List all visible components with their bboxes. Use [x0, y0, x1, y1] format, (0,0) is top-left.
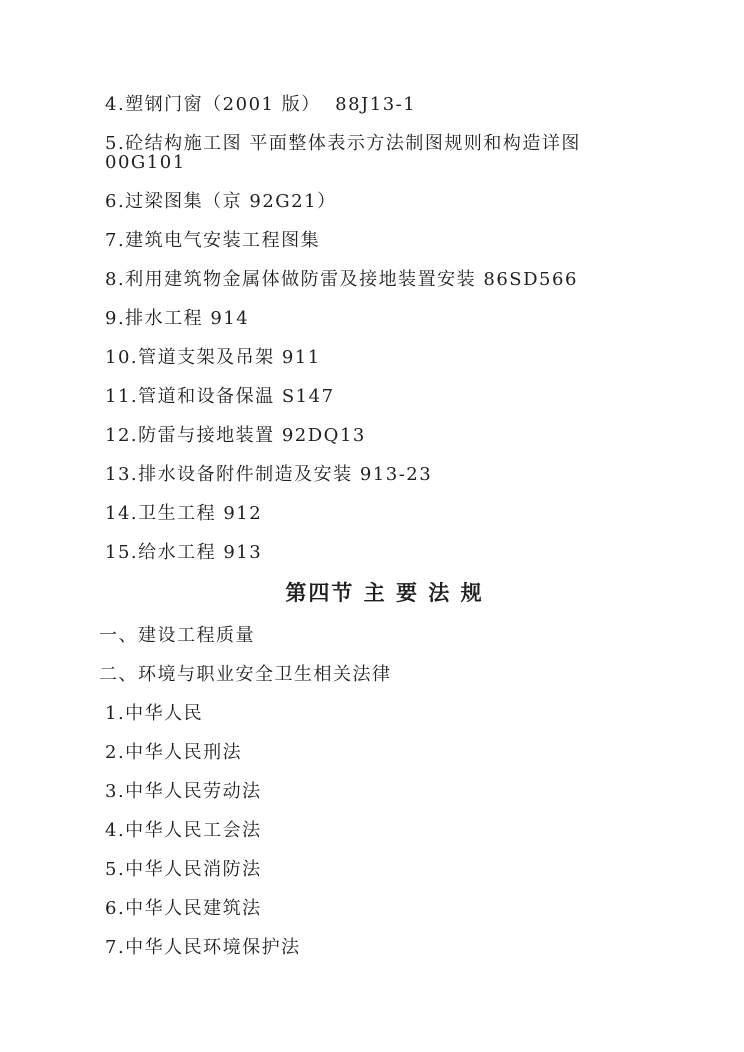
law-item: 7.中华人民环境保护法 [105, 937, 301, 958]
standard-item: 12.防雷与接地装置 92DQ13 [105, 425, 366, 446]
law-item: 4.中华人民工会法 [105, 820, 262, 841]
standard-item: 7.建筑电气安装工程图集 [105, 230, 321, 251]
law-item: 1.中华人民 [105, 703, 204, 724]
law-item: 2.中华人民刑法 [105, 742, 243, 763]
standard-item: 6.过梁图集（京 92G21） [105, 191, 337, 212]
law-item: 6.中华人民建筑法 [105, 898, 262, 919]
subsection-item: 二、环境与职业安全卫生相关法律 [99, 664, 392, 685]
standard-item: 15.给水工程 913 [105, 542, 263, 563]
law-item: 5.中华人民消防法 [105, 859, 262, 880]
standard-item: 13.排水设备附件制造及安装 913-23 [105, 464, 433, 485]
subsection-item: 一、建设工程质量 [99, 625, 255, 646]
section-heading: 第四节 主 要 法 规 [285, 580, 484, 605]
standard-item: 8.利用建筑物金属体做防雷及接地装置安装 86SD566 [105, 269, 578, 290]
standard-item: 11.管道和设备保温 S147 [105, 386, 335, 407]
standard-item: 5.砼结构施工图 平面整体表示方法制图规则和构造详图 00G101 [105, 133, 589, 173]
standard-item: 9.排水工程 914 [105, 308, 250, 329]
standard-item: 14.卫生工程 912 [105, 503, 263, 524]
standard-item: 10.管道支架及吊架 911 [105, 347, 321, 368]
law-item: 3.中华人民劳动法 [105, 781, 262, 802]
standard-item: 4.塑钢门窗（2001 版） 88J13-1 [105, 94, 417, 115]
